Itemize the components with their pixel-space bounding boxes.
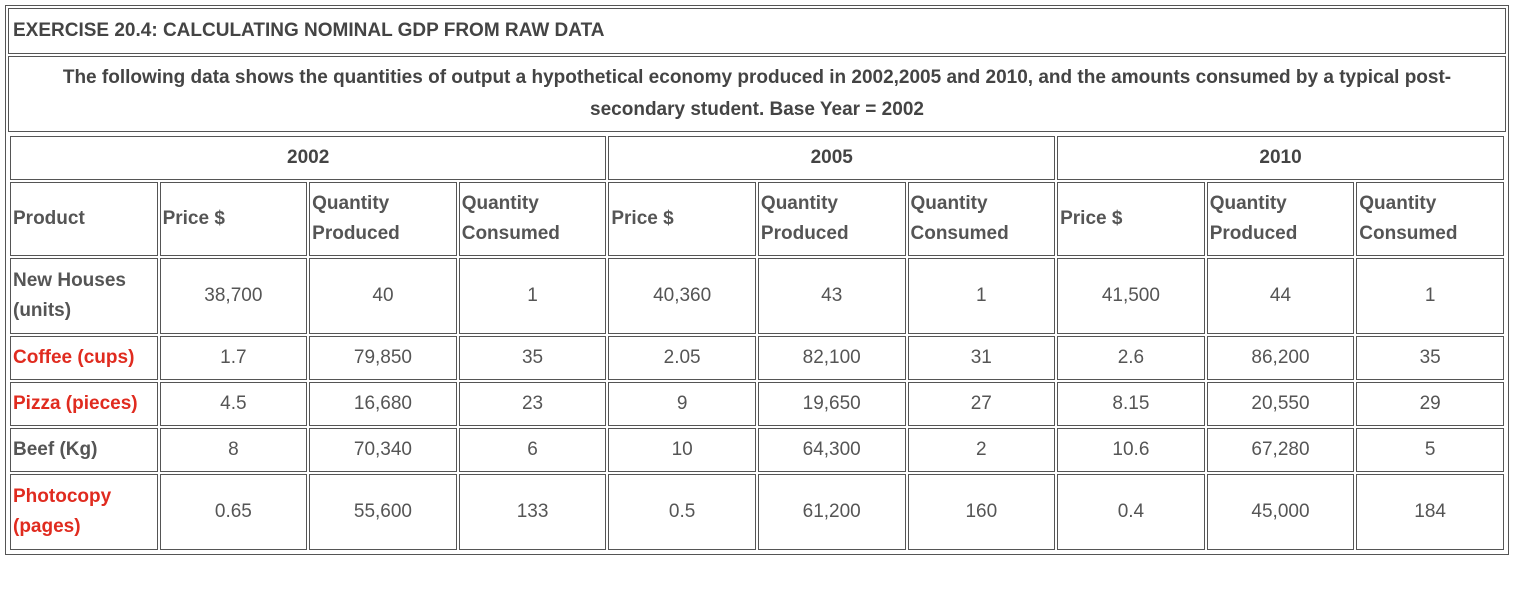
header-qty-consumed-1: Quantity Consumed (908, 182, 1056, 256)
value-cell: 2.05 (608, 336, 756, 380)
header-qty-produced-0: Quantity Produced (309, 182, 457, 256)
value-cell: 2.6 (1057, 336, 1205, 380)
value-cell: 67,280 (1207, 428, 1355, 472)
table-row (10, 474, 1504, 550)
product-name: Coffee (cups) (10, 336, 158, 380)
header-qty-consumed-0: Quantity Consumed (459, 182, 607, 256)
value-cell: 10.6 (1057, 428, 1205, 472)
value-cell: 20,550 (1207, 382, 1355, 426)
header-price-2: Price $ (1057, 182, 1205, 256)
value-cell: 45,000 (1207, 474, 1355, 550)
value-cell: 9 (608, 382, 756, 426)
value-cell: 41,500 (1057, 258, 1205, 334)
value-cell: 16,680 (309, 382, 457, 426)
year-header-0: 2002 (10, 136, 606, 180)
column-header-row (10, 182, 1504, 256)
gdp-data-table (8, 134, 1506, 552)
value-cell: 44 (1207, 258, 1355, 334)
value-cell: 8.15 (1057, 382, 1205, 426)
value-cell: 35 (459, 336, 607, 380)
value-cell: 0.65 (160, 474, 308, 550)
value-cell: 40 (309, 258, 457, 334)
table-row (10, 258, 1504, 334)
table-row (10, 428, 1504, 472)
value-cell: 0.5 (608, 474, 756, 550)
value-cell: 27 (908, 382, 1056, 426)
value-cell: 184 (1356, 474, 1504, 550)
value-cell: 82,100 (758, 336, 906, 380)
header-qty-consumed-2: Quantity Consumed (1356, 182, 1504, 256)
value-cell: 31 (908, 336, 1056, 380)
grid-holder (8, 134, 1506, 552)
value-cell: 35 (1356, 336, 1504, 380)
year-header-1: 2005 (608, 136, 1055, 180)
product-name: Beef (Kg) (10, 428, 158, 472)
grid-body (10, 136, 1504, 550)
header-price-0: Price $ (160, 182, 308, 256)
value-cell: 19,650 (758, 382, 906, 426)
value-cell: 55,600 (309, 474, 457, 550)
value-cell: 40,360 (608, 258, 756, 334)
value-cell: 1 (908, 258, 1056, 334)
value-cell: 79,850 (309, 336, 457, 380)
value-cell: 38,700 (160, 258, 308, 334)
value-cell: 70,340 (309, 428, 457, 472)
header-price-1: Price $ (608, 182, 756, 256)
value-cell: 0.4 (1057, 474, 1205, 550)
value-cell: 29 (1356, 382, 1504, 426)
value-cell: 160 (908, 474, 1056, 550)
value-cell: 86,200 (1207, 336, 1355, 380)
value-cell: 61,200 (758, 474, 906, 550)
product-name: Pizza (pieces) (10, 382, 158, 426)
product-name: Photocopy (pages) (10, 474, 158, 550)
product-name: New Houses (units) (10, 258, 158, 334)
value-cell: 1.7 (160, 336, 308, 380)
exercise-title: EXERCISE 20.4: CALCULATING NOMINAL GDP FROM RAW DATA (8, 8, 1506, 54)
value-cell: 1 (459, 258, 607, 334)
value-cell: 43 (758, 258, 906, 334)
value-cell: 2 (908, 428, 1056, 472)
value-cell: 64,300 (758, 428, 906, 472)
exercise-container (5, 5, 1509, 555)
table-row (10, 382, 1504, 426)
value-cell: 6 (459, 428, 607, 472)
value-cell: 8 (160, 428, 308, 472)
value-cell: 10 (608, 428, 756, 472)
header-qty-produced-1: Quantity Produced (758, 182, 906, 256)
value-cell: 5 (1356, 428, 1504, 472)
table-row (10, 336, 1504, 380)
year-header-2: 2010 (1057, 136, 1504, 180)
header-product: Product (10, 182, 158, 256)
year-header-row (10, 136, 1504, 180)
exercise-description: The following data shows the quantities of output a hypothetical economy produced in 2002,2005 and 2010, and the amounts consumed by a typical post-secondary student. Base Year = 2002 (8, 56, 1506, 132)
header-qty-produced-2: Quantity Produced (1207, 182, 1355, 256)
value-cell: 4.5 (160, 382, 308, 426)
value-cell: 1 (1356, 258, 1504, 334)
value-cell: 133 (459, 474, 607, 550)
exercise-table (5, 5, 1509, 555)
value-cell: 23 (459, 382, 607, 426)
